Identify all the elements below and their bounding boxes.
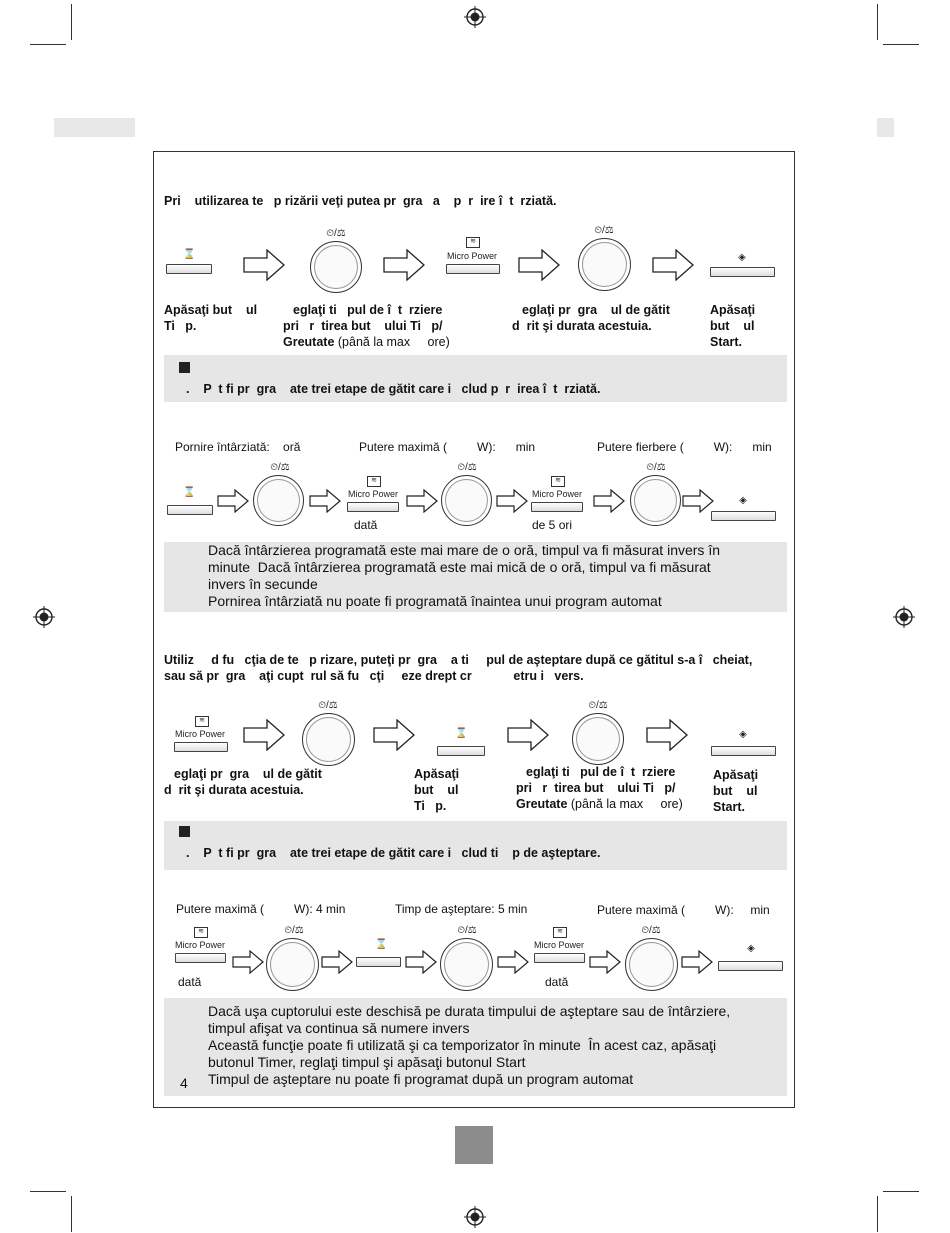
timer-weight-icon: ⏲/⚖ xyxy=(457,462,477,473)
arrow-right-icon xyxy=(383,249,425,281)
arrow-right-icon xyxy=(405,950,437,974)
control-knob[interactable] xyxy=(578,238,631,291)
timer-button[interactable] xyxy=(167,505,213,515)
control-knob[interactable] xyxy=(630,475,681,526)
microwave-icon: ≋ xyxy=(466,237,480,248)
microwave-icon: ≋ xyxy=(367,476,381,487)
control-knob[interactable] xyxy=(625,938,678,991)
arrow-right-icon xyxy=(652,249,694,281)
example-text: . P t fi pr gra ate trei etape de gătit care i clud p r irea î t rziată. xyxy=(186,382,601,396)
control-knob[interactable] xyxy=(266,938,319,991)
arrow-right-icon xyxy=(507,719,549,751)
arrow-right-icon xyxy=(217,489,249,513)
crop-mark xyxy=(877,1196,878,1232)
example1-label: Pornire întârziată: oră xyxy=(175,440,301,454)
notes-number: 4 xyxy=(180,1075,188,1091)
registration-mark-right xyxy=(893,606,915,628)
registration-mark-bottom xyxy=(464,1206,486,1228)
press-count-label: de 5 ori xyxy=(532,518,573,532)
micro-power-button[interactable] xyxy=(175,953,226,963)
step4-caption: Apăsaţi but ul Start. xyxy=(710,303,756,349)
timer-weight-icon: ⏲/⚖ xyxy=(270,462,290,473)
start-button[interactable] xyxy=(711,511,776,521)
crop-mark xyxy=(877,4,878,40)
timer-weight-icon: ⏲/⚖ xyxy=(641,925,661,936)
control-knob[interactable] xyxy=(440,938,493,991)
crop-mark xyxy=(71,1196,72,1232)
step4-caption: Apăsaţi but ul Start. xyxy=(713,768,759,814)
micro-power-label: Micro Power xyxy=(347,489,398,499)
arrow-right-icon xyxy=(589,950,621,974)
arrow-right-icon xyxy=(309,489,341,513)
control-knob[interactable] xyxy=(572,713,624,765)
timer-weight-icon: ⏲/⚖ xyxy=(284,925,304,936)
arrow-right-icon xyxy=(496,489,528,513)
arrow-right-icon xyxy=(321,950,353,974)
press-count-label: dată xyxy=(178,975,202,989)
micro-power-label: Micro Power xyxy=(174,940,225,950)
arrow-right-icon xyxy=(406,489,438,513)
microwave-icon: ≋ xyxy=(553,927,567,938)
bullet-square-icon xyxy=(179,826,190,837)
hourglass-icon: ⌛ xyxy=(183,487,196,498)
example-text: . P t fi pr gra ate trei etape de gătit care i clud ti p de aşteptare. xyxy=(186,846,601,860)
arrow-right-icon xyxy=(243,249,285,281)
section1-intro: Pri utilizarea te p rizării veţi putea pr gra a p r ire î t rziată. xyxy=(164,194,557,208)
step1-caption: Apăsaţi but ul Ti p. xyxy=(164,303,258,333)
micro-power-button[interactable] xyxy=(347,502,399,512)
step1-caption: eglaţi pr gra ul de gătit d rit şi durata acestuia. xyxy=(164,767,322,797)
arrow-right-icon xyxy=(681,950,713,974)
arrow-right-icon xyxy=(243,719,285,751)
registration-mark-left xyxy=(33,606,55,628)
crop-mark xyxy=(30,44,66,45)
timer-button[interactable] xyxy=(437,746,485,756)
start-icon: ◈ xyxy=(738,252,746,263)
hourglass-icon: ⌛ xyxy=(375,939,388,950)
crop-mark xyxy=(30,1191,66,1192)
micro-power-button[interactable] xyxy=(174,742,228,752)
page-number-box xyxy=(455,1126,493,1164)
control-knob[interactable] xyxy=(310,241,362,293)
bullet-square-icon xyxy=(179,362,190,373)
notes-text: Dacă uşa cuptorului este deschisă pe durata timpului de aşteptare sau de întârziere, timpul afişat va continua să numere invers Această funcţie poate fi utilizată şi ca temporizator în minute În acest caz, apăsaţi butonul Timer, reglaţi timpul şi apăsaţi butonul Start Timpul de aşteptare nu poate fi programat după un program automat xyxy=(208,1003,731,1087)
microwave-icon: ≋ xyxy=(551,476,565,487)
crop-mark xyxy=(71,4,72,40)
arrow-right-icon xyxy=(373,719,415,751)
micro-power-label: Micro Power xyxy=(531,489,582,499)
start-button[interactable] xyxy=(718,961,783,971)
microwave-icon: ≋ xyxy=(194,927,208,938)
section2-intro: Utiliz d fu cţia de te p rizare, puteţi pr gra a ti pul de aşteptare după ce gătitul s-a î cheiat, sau să pr gra aţi cupt rul să fu cţi eze drept cr etru i vers. xyxy=(164,653,753,683)
arrow-right-icon xyxy=(646,719,688,751)
timer-button[interactable] xyxy=(166,264,212,274)
notes-text: Dacă întârzierea programată este mai mare de o oră, timpul va fi măsurat invers în minute Dacă întârzierea programată este mai mică de o oră, timpul va fi măsurat invers în secunde Pornirea întârziată nu poate fi programată înaintea unui program automat xyxy=(208,542,720,609)
arrow-right-icon xyxy=(497,950,529,974)
timer-weight-icon: ⏲/⚖ xyxy=(326,228,346,239)
timer-weight-icon: ⏲/⚖ xyxy=(318,700,338,711)
control-knob[interactable] xyxy=(302,713,355,766)
timer-weight-icon: ⏲/⚖ xyxy=(457,925,477,936)
start-icon: ◈ xyxy=(739,729,747,740)
control-knob[interactable] xyxy=(253,475,304,526)
timer-weight-icon: ⏲/⚖ xyxy=(646,462,666,473)
press-count-label: dată xyxy=(354,518,378,532)
microwave-icon: ≋ xyxy=(195,716,209,727)
control-knob[interactable] xyxy=(441,475,492,526)
micro-power-button[interactable] xyxy=(531,502,583,512)
start-icon: ◈ xyxy=(747,943,755,954)
start-button[interactable] xyxy=(711,746,776,756)
arrow-right-icon xyxy=(682,489,714,513)
timer-button[interactable] xyxy=(356,957,401,967)
hourglass-icon: ⌛ xyxy=(183,249,196,260)
example1-label: Putere maximă ( W): min xyxy=(359,440,536,454)
step3-caption: eglaţi pr gra ul de gătit d rit şi durata acestuia. xyxy=(512,303,670,333)
press-count-label: dată xyxy=(545,975,569,989)
example2-label: Putere maximă ( W): min xyxy=(597,903,770,917)
micro-power-label: Micro Power xyxy=(174,729,225,739)
crop-mark xyxy=(883,44,919,45)
micro-power-button[interactable] xyxy=(446,264,500,274)
start-icon: ◈ xyxy=(739,495,747,506)
micro-power-button[interactable] xyxy=(534,953,585,963)
example1-label: Putere fierbere ( W): min xyxy=(597,440,772,454)
timer-weight-icon: ⏲/⚖ xyxy=(594,225,614,236)
step2-caption: Apăsaţi but ul Ti p. xyxy=(414,767,460,813)
micro-power-label: Micro Power xyxy=(446,251,497,261)
registration-mark-top xyxy=(464,6,486,28)
example2-label: Timp de aşteptare: 5 min xyxy=(395,902,528,916)
arrow-right-icon xyxy=(232,950,264,974)
arrow-right-icon xyxy=(518,249,560,281)
start-button[interactable] xyxy=(710,267,775,277)
step2-caption: eglaţi ti pul de î t rziere pri r tirea but ului Ti p/ Greutate (până la max ore) xyxy=(283,303,450,349)
header-tab-left xyxy=(54,118,135,137)
arrow-right-icon xyxy=(593,489,625,513)
micro-power-label: Micro Power xyxy=(533,940,584,950)
example2-label: Putere maximă ( W): 4 min xyxy=(176,902,346,916)
hourglass-icon: ⌛ xyxy=(455,728,468,739)
header-tab-right xyxy=(877,118,894,137)
timer-weight-icon: ⏲/⚖ xyxy=(588,700,608,711)
step3-caption: eglaţi ti pul de î t rziere pri r tirea but ului Ti p/ Greutate (până la max ore) xyxy=(516,765,683,811)
crop-mark xyxy=(883,1191,919,1192)
